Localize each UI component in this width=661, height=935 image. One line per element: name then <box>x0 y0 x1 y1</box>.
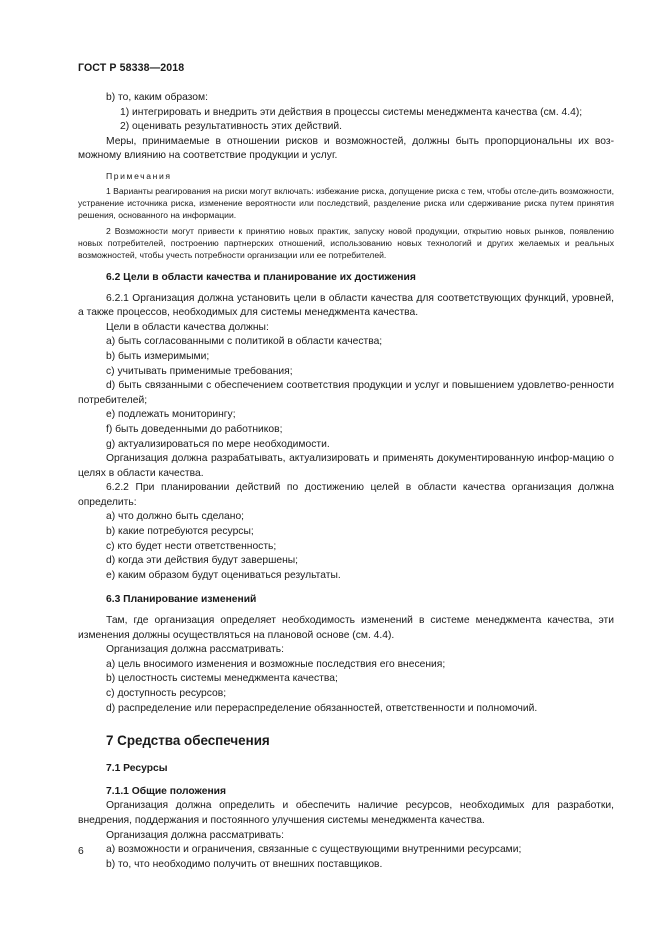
list-item: b) быть измеримыми; <box>106 350 210 362</box>
paragraph: 6.2.2 При планировании действий по достижению целей в области качества организация должна определить: <box>78 482 614 508</box>
list-item: g) актуализироваться по мере необходимости. <box>106 438 330 450</box>
paragraph: Цели в области качества должны: <box>106 321 269 333</box>
chapter-heading-7: 7 Средства обеспечения <box>106 733 270 749</box>
document-body <box>78 91 614 872</box>
list-item: d) быть связанными с обеспечением соответствия продукции и услуг и повышением удовлетво-ренности потребителей; <box>78 380 614 406</box>
list-item: a) возможности и ограничения, связанные с существующими внутренними ресурсами; <box>106 844 522 856</box>
list-item: b) то, что необходимо получить от внешних поставщиков. <box>106 858 383 870</box>
list-item: c) доступность ресурсов; <box>106 688 227 699</box>
section-heading-7-1-1: 7.1.1 Общие положения <box>106 785 226 797</box>
list-item: b) какие потребуются ресурсы; <box>106 526 254 538</box>
list-item: e) подлежать мониторингу; <box>106 409 236 421</box>
paragraph: Там, где организация определяет необходимость изменений в системе менеджмента качества, эти изменения должны осуществляться на плановой основе (см. 4.4). <box>78 615 614 641</box>
list-item: 1) интегрировать и внедрить эти действия в процессы системы менеджмента качества (см. 4.4); <box>120 106 583 118</box>
list-item: 2) оценивать результативность этих действий. <box>120 121 343 133</box>
paragraph: Организация должна разрабатывать, актуализировать и применять документированную инфор-мацию о целях в области качества. <box>78 453 614 479</box>
list-item: f) быть доведенными до работников; <box>106 423 283 435</box>
paragraph: Организация должна определить и обеспечить наличие ресурсов, необходимых для разработки, внедрения, поддержания и постоянного улучшения системы менеджмента качества. <box>78 800 614 826</box>
list-item: d) когда эти действия будут завершены; <box>106 555 299 567</box>
paragraph: Меры, принимаемые в отношении рисков и возможностей, должны быть пропорциональны их воз-можному влиянию на соответствие продукции и услуг. <box>78 135 614 162</box>
paragraph: Организация должна рассматривать: <box>106 644 284 656</box>
list-item: b) то, каким образом: <box>106 92 208 103</box>
list-item: c) учитывать применимые требования; <box>106 365 293 377</box>
section-heading-6-3: 6.3 Планирование изменений <box>106 594 257 606</box>
note-1: 1 Варианты реагирования на риски могут включать: избежание риска, допущение риска с тем, чтобы отсле-дить возможности, устранение источника риска, изменение вероятности или последствий, разделение риска или сдерживание риска путем принятия решения, основанного на информации. <box>78 185 615 220</box>
section-heading-7-1: 7.1 Ресурсы <box>106 763 168 775</box>
list-item: a) что должно быть сделано; <box>106 511 245 523</box>
list-item: e) каким образом будут оцениваться результаты. <box>106 569 341 581</box>
list-item: a) цель вносимого изменения и возможные последствия его внесения; <box>106 658 446 670</box>
paragraph: Организация должна рассматривать: <box>106 829 284 841</box>
list-item: a) быть согласованными с политикой в области качества; <box>106 336 383 348</box>
page-number: 6 <box>78 846 84 857</box>
paragraph: 6.2.1 Организация должна установить цели в области качества для соответствующих функций, уровней, а также процессов, необходимых для системы менеджмента качества. <box>78 292 614 319</box>
list-item: d) распределение или перераспределение обязанностей, ответственности и полномочий. <box>106 702 538 714</box>
list-item: b) целостность системы менеджмента качества; <box>106 673 338 685</box>
notes-heading: Примечания <box>106 170 172 181</box>
document-header: ГОСТ Р 58338—2018 <box>78 62 185 74</box>
note-2: 2 Возможности могут привести к принятию новых практик, запуску новой продукции, открытию новых рынков, появлению новых потребителей, построению партнерских отношений, использованию новых технологий и других желаемых и реальных возможностей, чтобы учесть потребности организации или ее потребителей. <box>78 225 614 260</box>
list-item: c) кто будет нести ответственность; <box>106 540 277 552</box>
section-heading-6-2: 6.2 Цели в области качества и планирование их достижения <box>106 271 416 283</box>
